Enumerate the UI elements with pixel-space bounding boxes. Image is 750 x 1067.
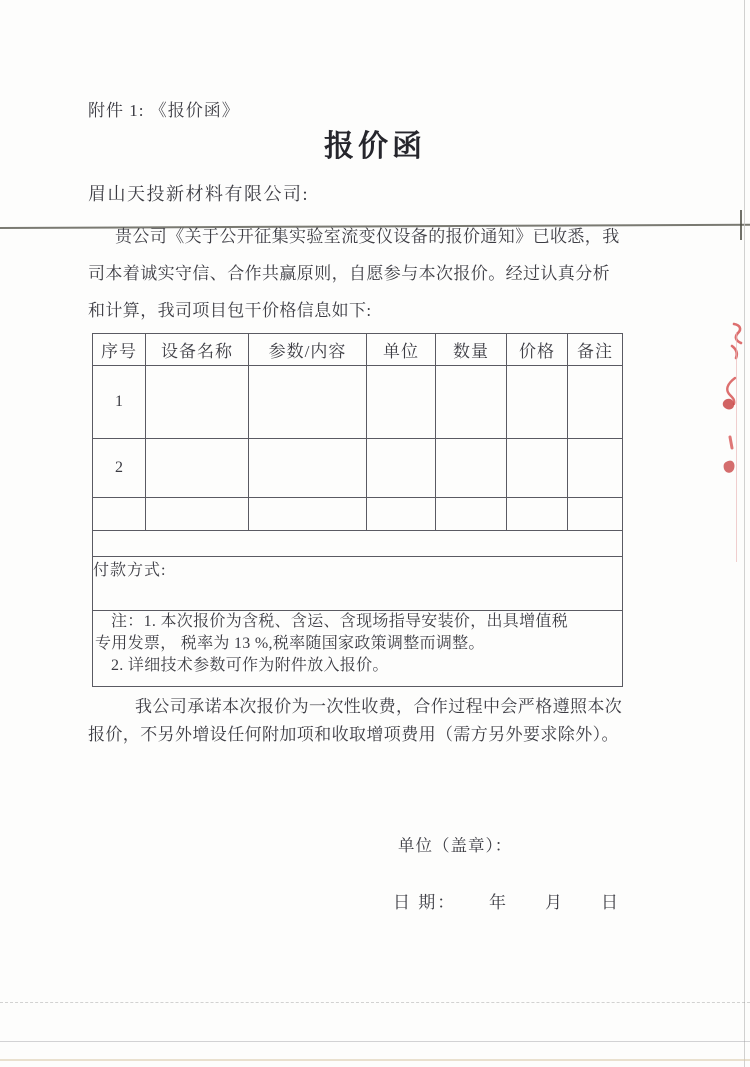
body-paragraph-line: 司本着诚实守信、合作共赢原则，自愿参与本次报价。经过认真分析 [88, 264, 610, 283]
page-title: 报价函 [324, 130, 426, 163]
header-cell-parameters: 参数/内容 [249, 334, 367, 366]
header-cell-index: 序号 [93, 334, 146, 366]
table-row [93, 366, 623, 439]
table-header-row [93, 334, 623, 366]
page-edge-line [744, 0, 745, 1067]
body-paragraph-line: 和计算，我司项目包干价格信息如下: [88, 301, 372, 320]
month-label: 月 [545, 893, 562, 912]
empty-cell [507, 498, 568, 531]
empty-cell [93, 531, 623, 557]
empty-cell [507, 439, 568, 498]
scan-artifact-line [0, 1041, 750, 1042]
header-cell-unit: 单位 [367, 334, 436, 366]
empty-cell [367, 366, 436, 439]
header-cell-remarks: 备注 [568, 334, 623, 366]
note-line: 注：1. 本次报价为含税、含运、含现场指导安装价，出具增值税 [111, 613, 569, 630]
empty-cell [367, 439, 436, 498]
note-line: 2. 详细技术参数可作为附件放入报价。 [111, 657, 389, 674]
empty-cell [436, 366, 507, 439]
date-line [393, 888, 653, 912]
scan-fold-edge-mark [740, 210, 742, 240]
note-line: 专用发票， 税率为 13 %,税率随国家政策调整而调整。 [95, 635, 485, 652]
serial-cell: 2 [93, 439, 146, 498]
notes-cell [93, 611, 623, 687]
body-paragraph-line: 贵公司《关于公开征集实验室流变仪设备的报价通知》已收悉，我 [115, 227, 620, 246]
serial-cell: 1 [93, 366, 146, 439]
empty-cell [507, 366, 568, 439]
table-row [93, 439, 623, 498]
attachment-label: 附件 1: 《报价函》 [88, 101, 240, 120]
empty-cell [568, 498, 623, 531]
payment-method-row [93, 557, 623, 611]
empty-cell [146, 439, 249, 498]
scan-artifact-line [0, 1059, 750, 1061]
notes-row [93, 611, 623, 687]
empty-cell [146, 366, 249, 439]
empty-cell [249, 498, 367, 531]
header-cell-device-name: 设备名称 [146, 334, 249, 366]
table-row [93, 498, 623, 531]
empty-cell [249, 366, 367, 439]
date-label: 日 期： [393, 893, 457, 912]
unit-seal-label: 单位（盖章）： [398, 836, 513, 855]
quotation-table [92, 333, 623, 687]
empty-cell [367, 498, 436, 531]
empty-cell [249, 439, 367, 498]
closing-paragraph-line: 报价，不另外增设任何附加项和收取增项费用（需方另外要求除外）。 [88, 725, 619, 744]
salutation: 眉山天投新材料有限公司: [88, 184, 309, 204]
empty-cell [146, 498, 249, 531]
stamp-bleed-line [736, 332, 737, 562]
empty-cell [436, 498, 507, 531]
year-label: 年 [489, 893, 506, 912]
empty-cell [436, 439, 507, 498]
empty-cell [568, 439, 623, 498]
red-stamp-marks-icon [703, 316, 748, 481]
payment-method-label: 付款方式: [93, 557, 623, 611]
header-cell-quantity: 数量 [436, 334, 507, 366]
header-cell-price: 价格 [507, 334, 568, 366]
day-label: 日 [601, 893, 618, 912]
scan-artifact-line [0, 1002, 750, 1003]
empty-cell [568, 366, 623, 439]
merged-empty-row [93, 531, 623, 557]
serial-cell [93, 498, 146, 531]
closing-paragraph-line: 我公司承诺本次报价为一次性收费，合作过程中会严格遵照本次 [135, 697, 623, 716]
